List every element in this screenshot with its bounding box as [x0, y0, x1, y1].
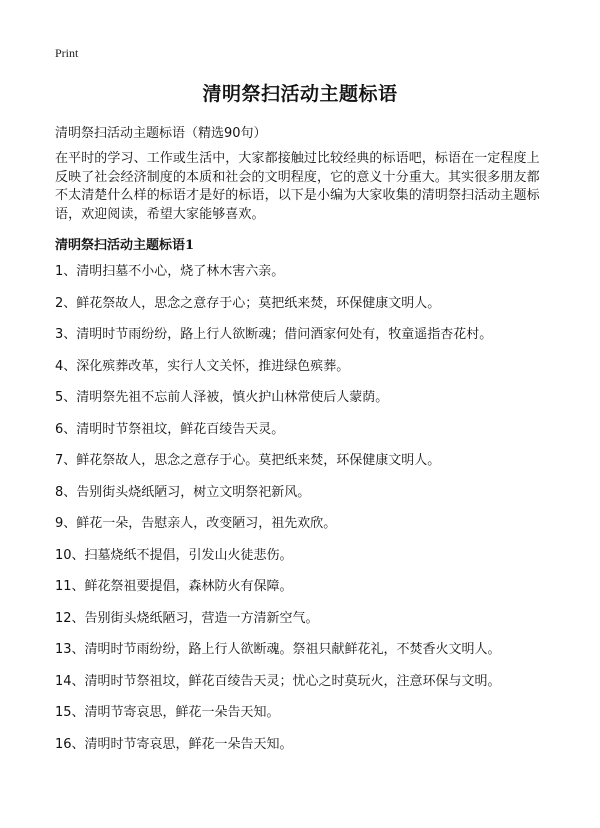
list-item: 11、鲜花祭祖要提倡，森林防火有保障。 [55, 579, 293, 594]
list-item: 2、鲜花祭故人，思念之意存于心；莫把纸来焚，环保健康文明人。 [55, 295, 441, 311]
list-item: 9、鲜花一朵，告慰亲人，改变陋习，祖先欢欣。 [55, 516, 337, 531]
list-item: 13、清明时节雨纷纷，路上行人欲断魂。祭祖只献鲜花礼，不焚香火文明人。 [55, 642, 501, 657]
list-item: 12、告别街头烧纸陋习，营造一方清新空气。 [55, 610, 319, 626]
slogan-list [55, 263, 501, 767]
list-item: 3、清明时节雨纷纷，路上行人欲断魂；借问酒家何处有，牧童遥指杏花村。 [55, 327, 493, 342]
list-item: 16、清明时节寄哀思，鲜花一朵告天知。 [55, 736, 293, 752]
list-item: 7、鲜花祭故人，思念之意存于心。莫把纸来焚，环保健康文明人。 [55, 453, 441, 468]
page-title: 清明祭扫活动主题标语 [202, 83, 398, 105]
section-heading: 清明祭扫活动主题标语1 [55, 238, 195, 253]
list-item: 4、深化殡葬改革，实行人文关怀，推进绿色殡葬。 [55, 358, 350, 374]
list-item: 1、清明扫墓不小心，烧了林木害六亲。 [55, 264, 285, 279]
subtitle: 清明祭扫活动主题标语（精选90句） [55, 126, 267, 141]
list-item: 6、清明时节祭祖坟，鲜花百绫告天灵。 [55, 421, 285, 437]
list-item: 8、告别街头烧纸陋习，树立文明祭祀新风。 [55, 484, 311, 500]
list-item: 5、清明祭先祖不忘前人泽被，慎火护山林常使后人蒙荫。 [55, 390, 389, 405]
intro-paragraph: 在平时的学习、工作或生活中，大家都接触过比较经典的标语吧，标语在一定程度上反映了社会经济制度的本质和社会的文明程度，它的意义十分重大。其实很多朋友都不太清楚什么样的标语才是好的标语，以下是小编为大家收集的清明祭扫活动主题标语，欢迎阅读，希望大家能够喜欢。 [55, 151, 540, 222]
list-item: 14、清明时节祭祖坟，鲜花百绫告天灵；忧心之时莫玩火，注意环保与文明。 [55, 673, 501, 689]
list-item: 15、清明节寄哀思，鲜花一朵告天知。 [55, 705, 280, 720]
print-link[interactable]: Print [55, 46, 79, 60]
list-item: 10、扫墓烧纸不提倡，引发山火徒悲伤。 [55, 547, 293, 563]
